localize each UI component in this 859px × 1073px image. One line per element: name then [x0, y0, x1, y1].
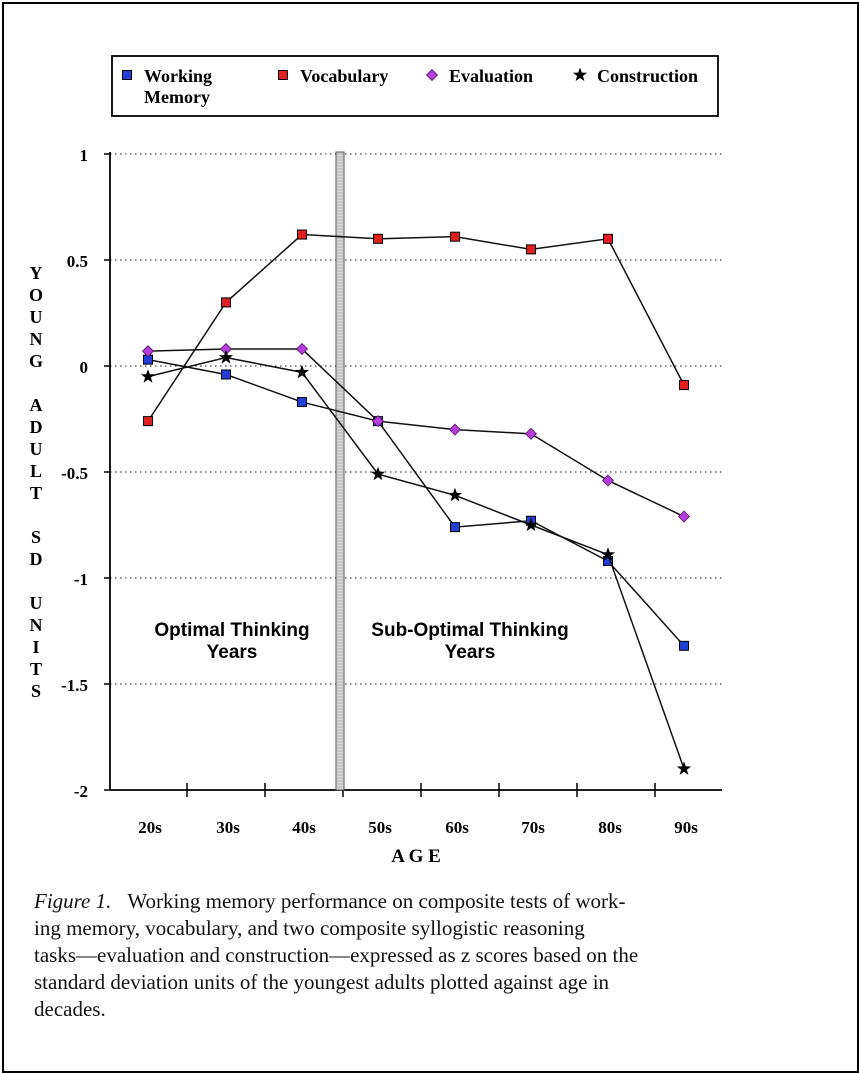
y-tick-label: -1.5	[61, 676, 88, 695]
y-axis-label-letter: U	[29, 307, 43, 327]
series-working-memory	[144, 355, 689, 650]
x-tick-label: 60s	[445, 818, 469, 837]
data-point	[222, 370, 231, 379]
figure-label: Figure 1.	[34, 889, 112, 913]
x-tick-label: 30s	[216, 818, 240, 837]
data-point	[526, 428, 537, 439]
data-point	[298, 230, 307, 239]
y-axis-label-letter: N	[29, 615, 43, 635]
x-tick-label: 80s	[598, 818, 622, 837]
annotation-optimal-line-2: Years	[206, 642, 258, 663]
caption-line-3: tasks—evaluation and construction—expressed as z scores based on the	[34, 943, 639, 967]
annotation-optimal-line-1: Optimal Thinking	[154, 620, 310, 641]
y-tick-label: -2	[73, 782, 88, 801]
y-axis-label-letter: G	[28, 351, 44, 371]
series-layer	[141, 230, 691, 775]
caption-line-4: standard deviation units of the youngest adults plotted against age in	[34, 970, 610, 994]
data-point	[677, 761, 691, 775]
legend-label: Evaluation	[449, 66, 534, 86]
x-tick-label: 50s	[368, 818, 392, 837]
data-point	[298, 398, 307, 407]
legend-marker	[123, 71, 132, 80]
axis-labels	[29, 146, 698, 867]
x-tick-label: 90s	[674, 818, 698, 837]
data-point	[679, 511, 690, 522]
y-axis-label-letter: A	[29, 395, 43, 415]
y-axis-label-letter: I	[32, 637, 40, 657]
data-point	[603, 475, 614, 486]
legend-marker	[279, 71, 288, 80]
legend-label: Vocabulary	[300, 66, 389, 86]
annotations	[154, 620, 568, 663]
data-point	[451, 523, 460, 532]
y-axis-label-letter: L	[29, 461, 43, 481]
x-tick-label: 70s	[521, 818, 545, 837]
grid	[110, 154, 722, 684]
annotation-suboptimal-line-1: Sub-Optimal Thinking	[371, 620, 569, 641]
y-axis-label-letter: T	[29, 659, 43, 679]
data-point	[448, 488, 462, 502]
caption-line-2: ing memory, vocabulary, and two composite syllogistic reasoning	[34, 916, 585, 940]
data-point	[222, 298, 231, 307]
data-point	[295, 365, 309, 379]
y-tick-label: -0.5	[61, 464, 88, 483]
region-divider	[336, 152, 344, 790]
data-point	[527, 245, 536, 254]
data-point	[219, 350, 233, 364]
data-point	[604, 234, 613, 243]
y-axis-label-letter: T	[29, 483, 43, 503]
series-line	[148, 360, 684, 646]
y-tick-label: 1	[79, 146, 88, 165]
data-point	[451, 232, 460, 241]
y-axis-label-letter: D	[29, 417, 43, 437]
x-tick-label: 20s	[138, 818, 162, 837]
y-tick-label: 0	[79, 358, 88, 377]
legend	[112, 56, 718, 116]
y-axis-label-letter: O	[28, 285, 44, 305]
y-axis-label-letter: S	[30, 681, 42, 701]
series-line	[148, 235, 684, 422]
data-point	[680, 641, 689, 650]
caption-line-5: decades.	[34, 997, 106, 1021]
y-axis-label-letter: U	[29, 439, 43, 459]
annotation-suboptimal-line-2: Years	[444, 642, 496, 663]
caption-line-1: Working memory performance on composite tests of work-	[127, 889, 626, 913]
y-axis-label-letter: Y	[29, 263, 43, 283]
axes	[104, 152, 722, 797]
legend-label: Working	[144, 66, 213, 86]
x-tick-label: 40s	[292, 818, 316, 837]
legend-box	[112, 56, 718, 116]
x-axis-label: A G E	[391, 846, 441, 867]
data-point	[450, 424, 461, 435]
data-point	[141, 369, 155, 383]
y-axis-label-letter: N	[29, 329, 43, 349]
y-tick-label: -1	[73, 570, 88, 589]
figure-caption	[34, 888, 724, 1023]
legend-label: Memory	[144, 87, 210, 107]
data-point	[374, 234, 383, 243]
y-tick-label: 0.5	[66, 252, 88, 271]
legend-label: Construction	[597, 66, 699, 86]
data-point	[680, 381, 689, 390]
y-axis-label-letter: U	[29, 593, 43, 613]
data-point	[144, 417, 153, 426]
y-axis-label-letter: D	[29, 549, 43, 569]
y-axis-label-letter: S	[30, 527, 42, 547]
